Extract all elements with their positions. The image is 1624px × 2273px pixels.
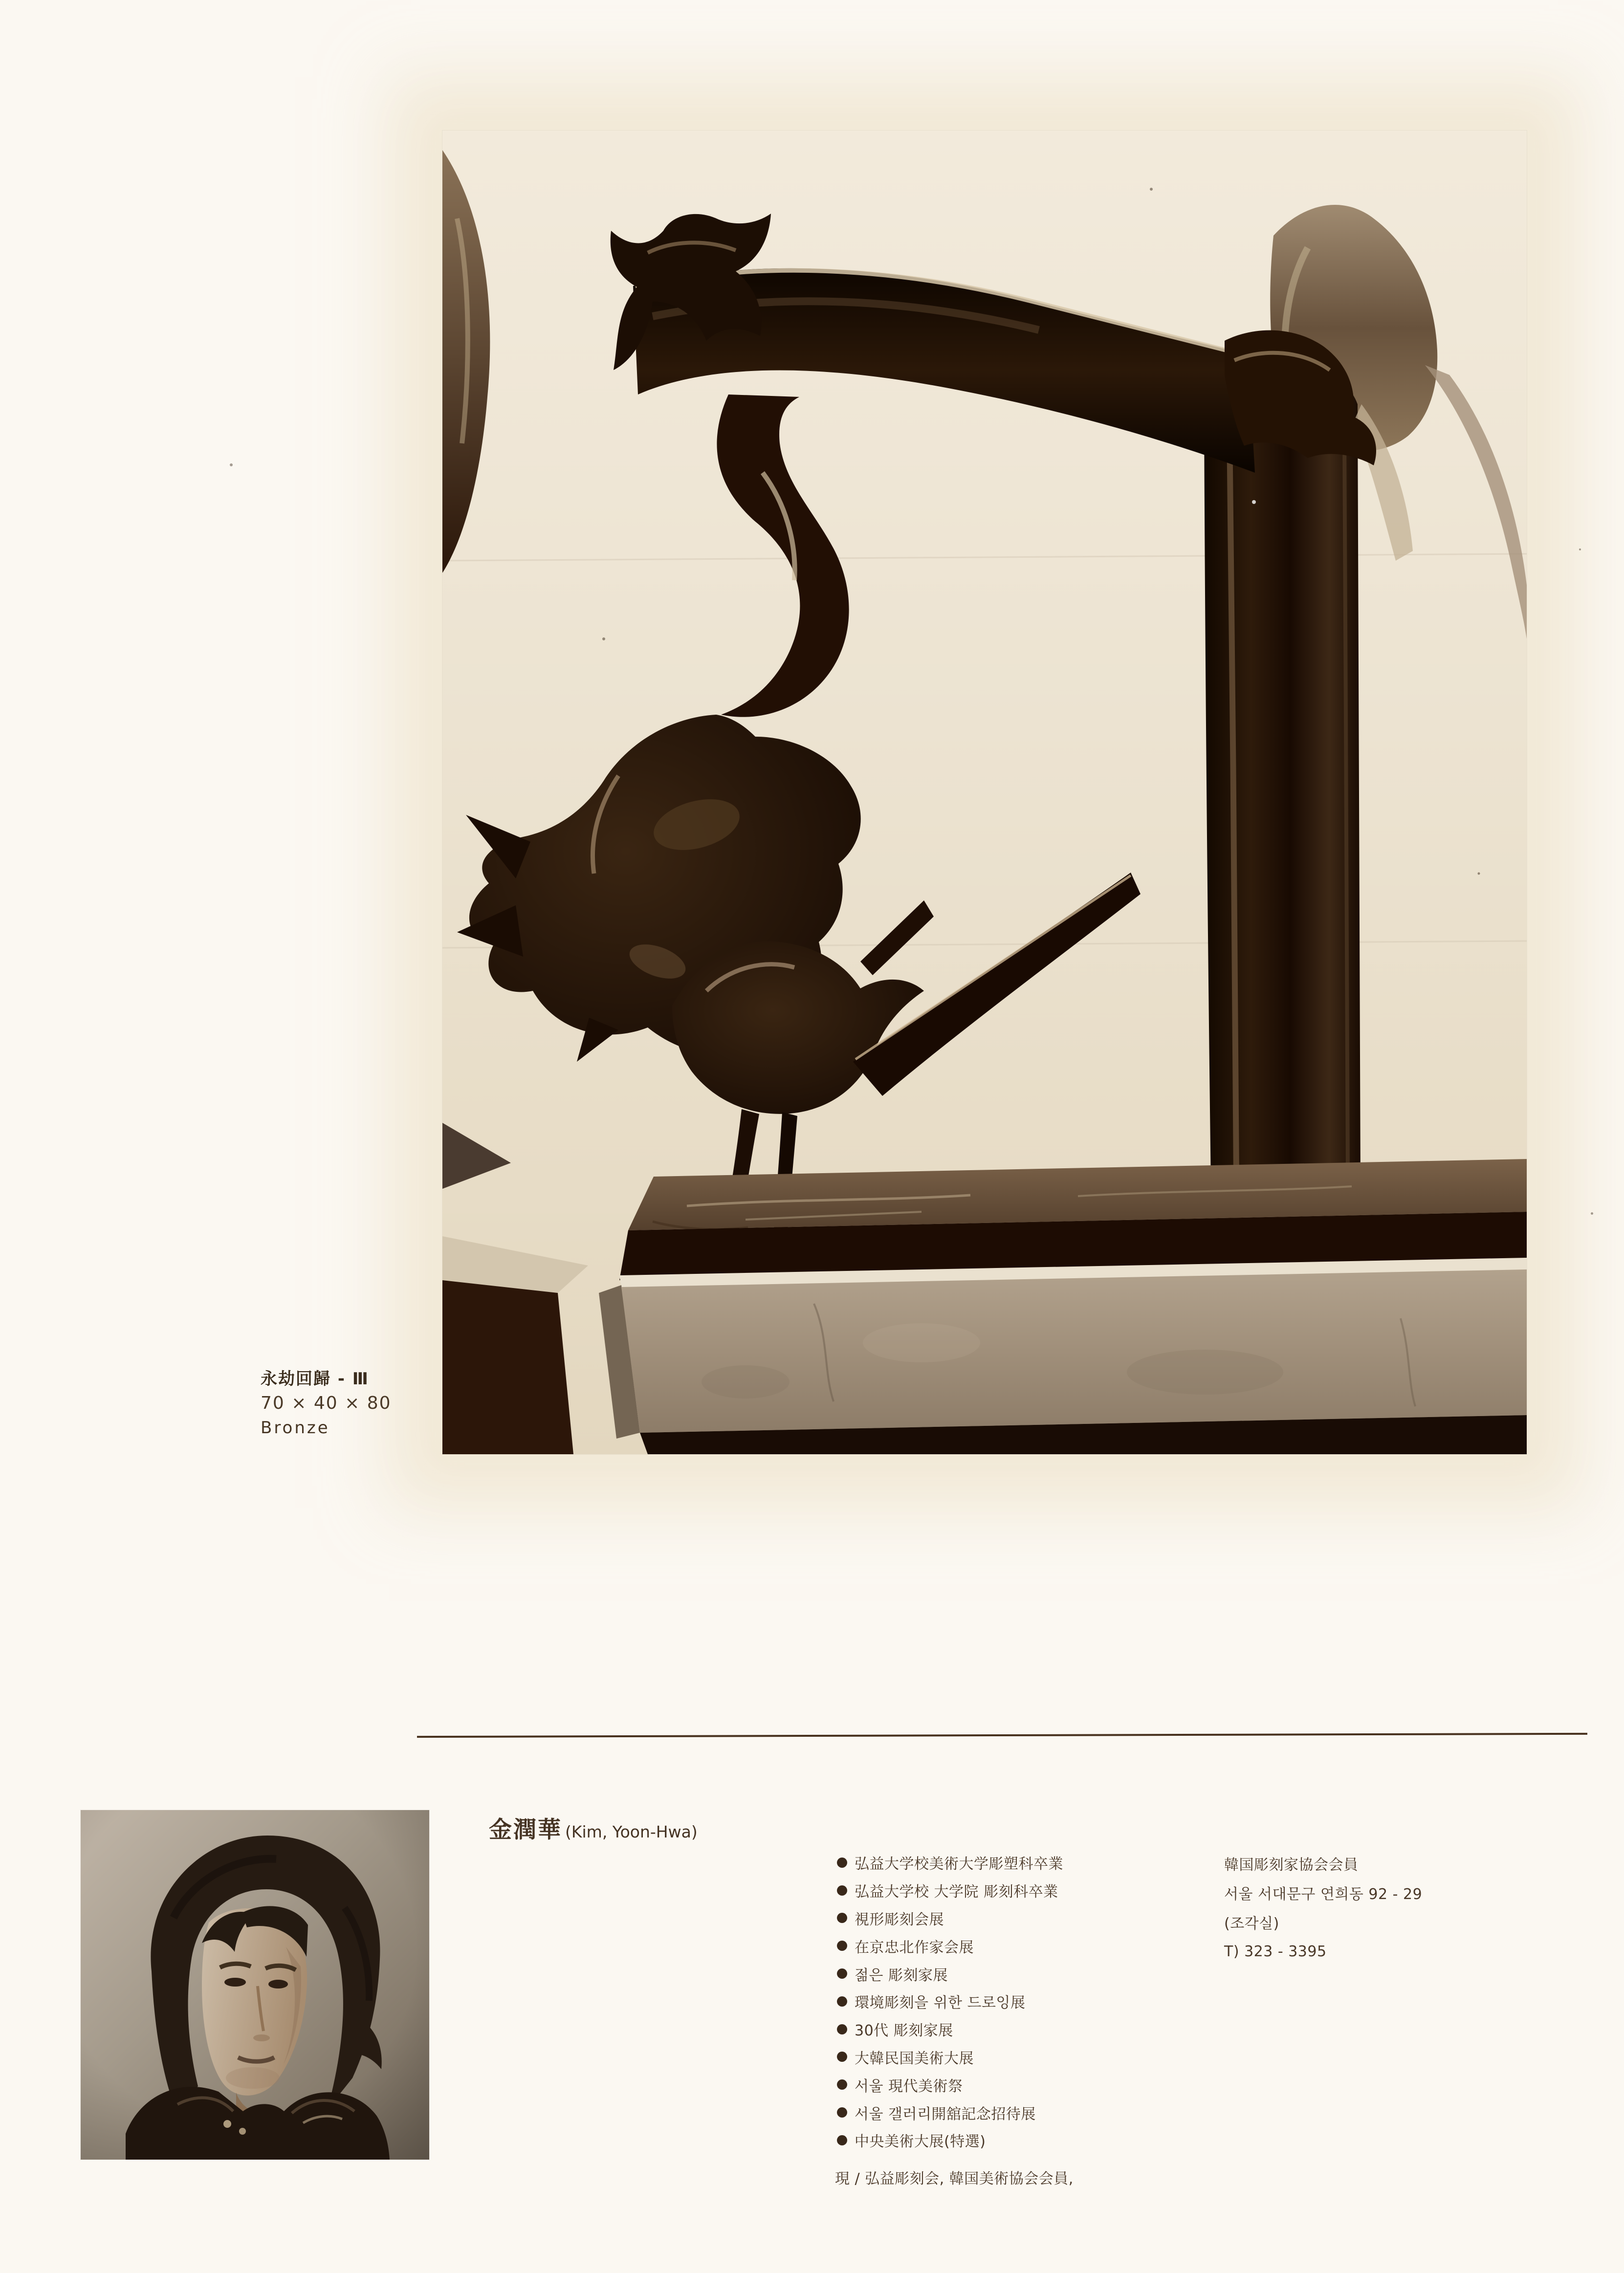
bullet-icon	[837, 1968, 847, 1979]
bullet-icon	[837, 1858, 847, 1868]
artist-name-roman: (Kim, Yoon-Hwa)	[565, 1822, 698, 1841]
bullet-icon	[837, 1913, 847, 1923]
contact-address-note: (조각실)	[1224, 1915, 1279, 1932]
artist-name	[489, 1812, 698, 1844]
career-list	[837, 1849, 1063, 2154]
career-item: 서울 갤러리開舘記念招待展	[837, 2098, 1063, 2126]
career-item: 視形彫刻会展	[837, 1904, 1063, 1932]
artwork-material: Bronze	[261, 1418, 330, 1438]
contact-association: 韓国彫刻家協会会員	[1224, 1857, 1359, 1874]
bullet-icon	[837, 2079, 847, 2090]
career-item: 弘益大学校美術大学彫塑科卒業	[837, 1849, 1063, 1877]
scan-speck	[1579, 548, 1581, 550]
bullet-icon	[837, 2052, 847, 2062]
contact-phone: T) 323 - 3395	[1224, 1943, 1327, 1960]
career-item: 環境彫刻을 위한 드로잉展	[837, 1988, 1063, 2015]
career-item: 在京忠北作家会展	[837, 1932, 1063, 1960]
bullet-icon	[837, 1941, 847, 1951]
artwork-photo	[442, 131, 1527, 1454]
scan-speck	[1591, 1212, 1593, 1215]
bullet-icon	[837, 1885, 847, 1896]
career-footer: 現 / 弘益彫刻会, 韓国美術協会会員,	[835, 2170, 1074, 2187]
career-item: 30代 彫刻家展	[837, 2015, 1063, 2043]
bullet-icon	[837, 1996, 847, 2007]
career-item: 弘益大学校 大学院 彫刻科卒業	[837, 1877, 1063, 1904]
artwork-title: 永劫回歸 - Ⅲ	[261, 1369, 369, 1389]
portrait-photo	[81, 1810, 429, 2160]
career-item: 서울 現代美術祭	[837, 2071, 1063, 2098]
career-item: 大韓民国美術大展	[837, 2043, 1063, 2071]
artist-name-cjk: 金潤華	[489, 1816, 562, 1843]
portrait-illustration	[81, 1810, 429, 2160]
contact-address: 서울 서대문구 연희동 92 - 29	[1224, 1886, 1423, 1903]
artwork-caption	[261, 1367, 392, 1440]
bullet-icon	[837, 2024, 847, 2034]
artwork-dimensions: 70 × 40 × 80	[261, 1393, 392, 1413]
scan-speck	[230, 463, 233, 466]
sculpture-illustration	[442, 131, 1527, 1454]
bullet-icon	[837, 2107, 847, 2118]
contact-block	[1224, 1849, 1422, 1966]
bullet-icon	[837, 2135, 847, 2145]
section-divider	[417, 1733, 1587, 1738]
career-item: 中央美術大展(特選)	[837, 2126, 1063, 2154]
career-item: 젊은 彫刻家展	[837, 1960, 1063, 1988]
